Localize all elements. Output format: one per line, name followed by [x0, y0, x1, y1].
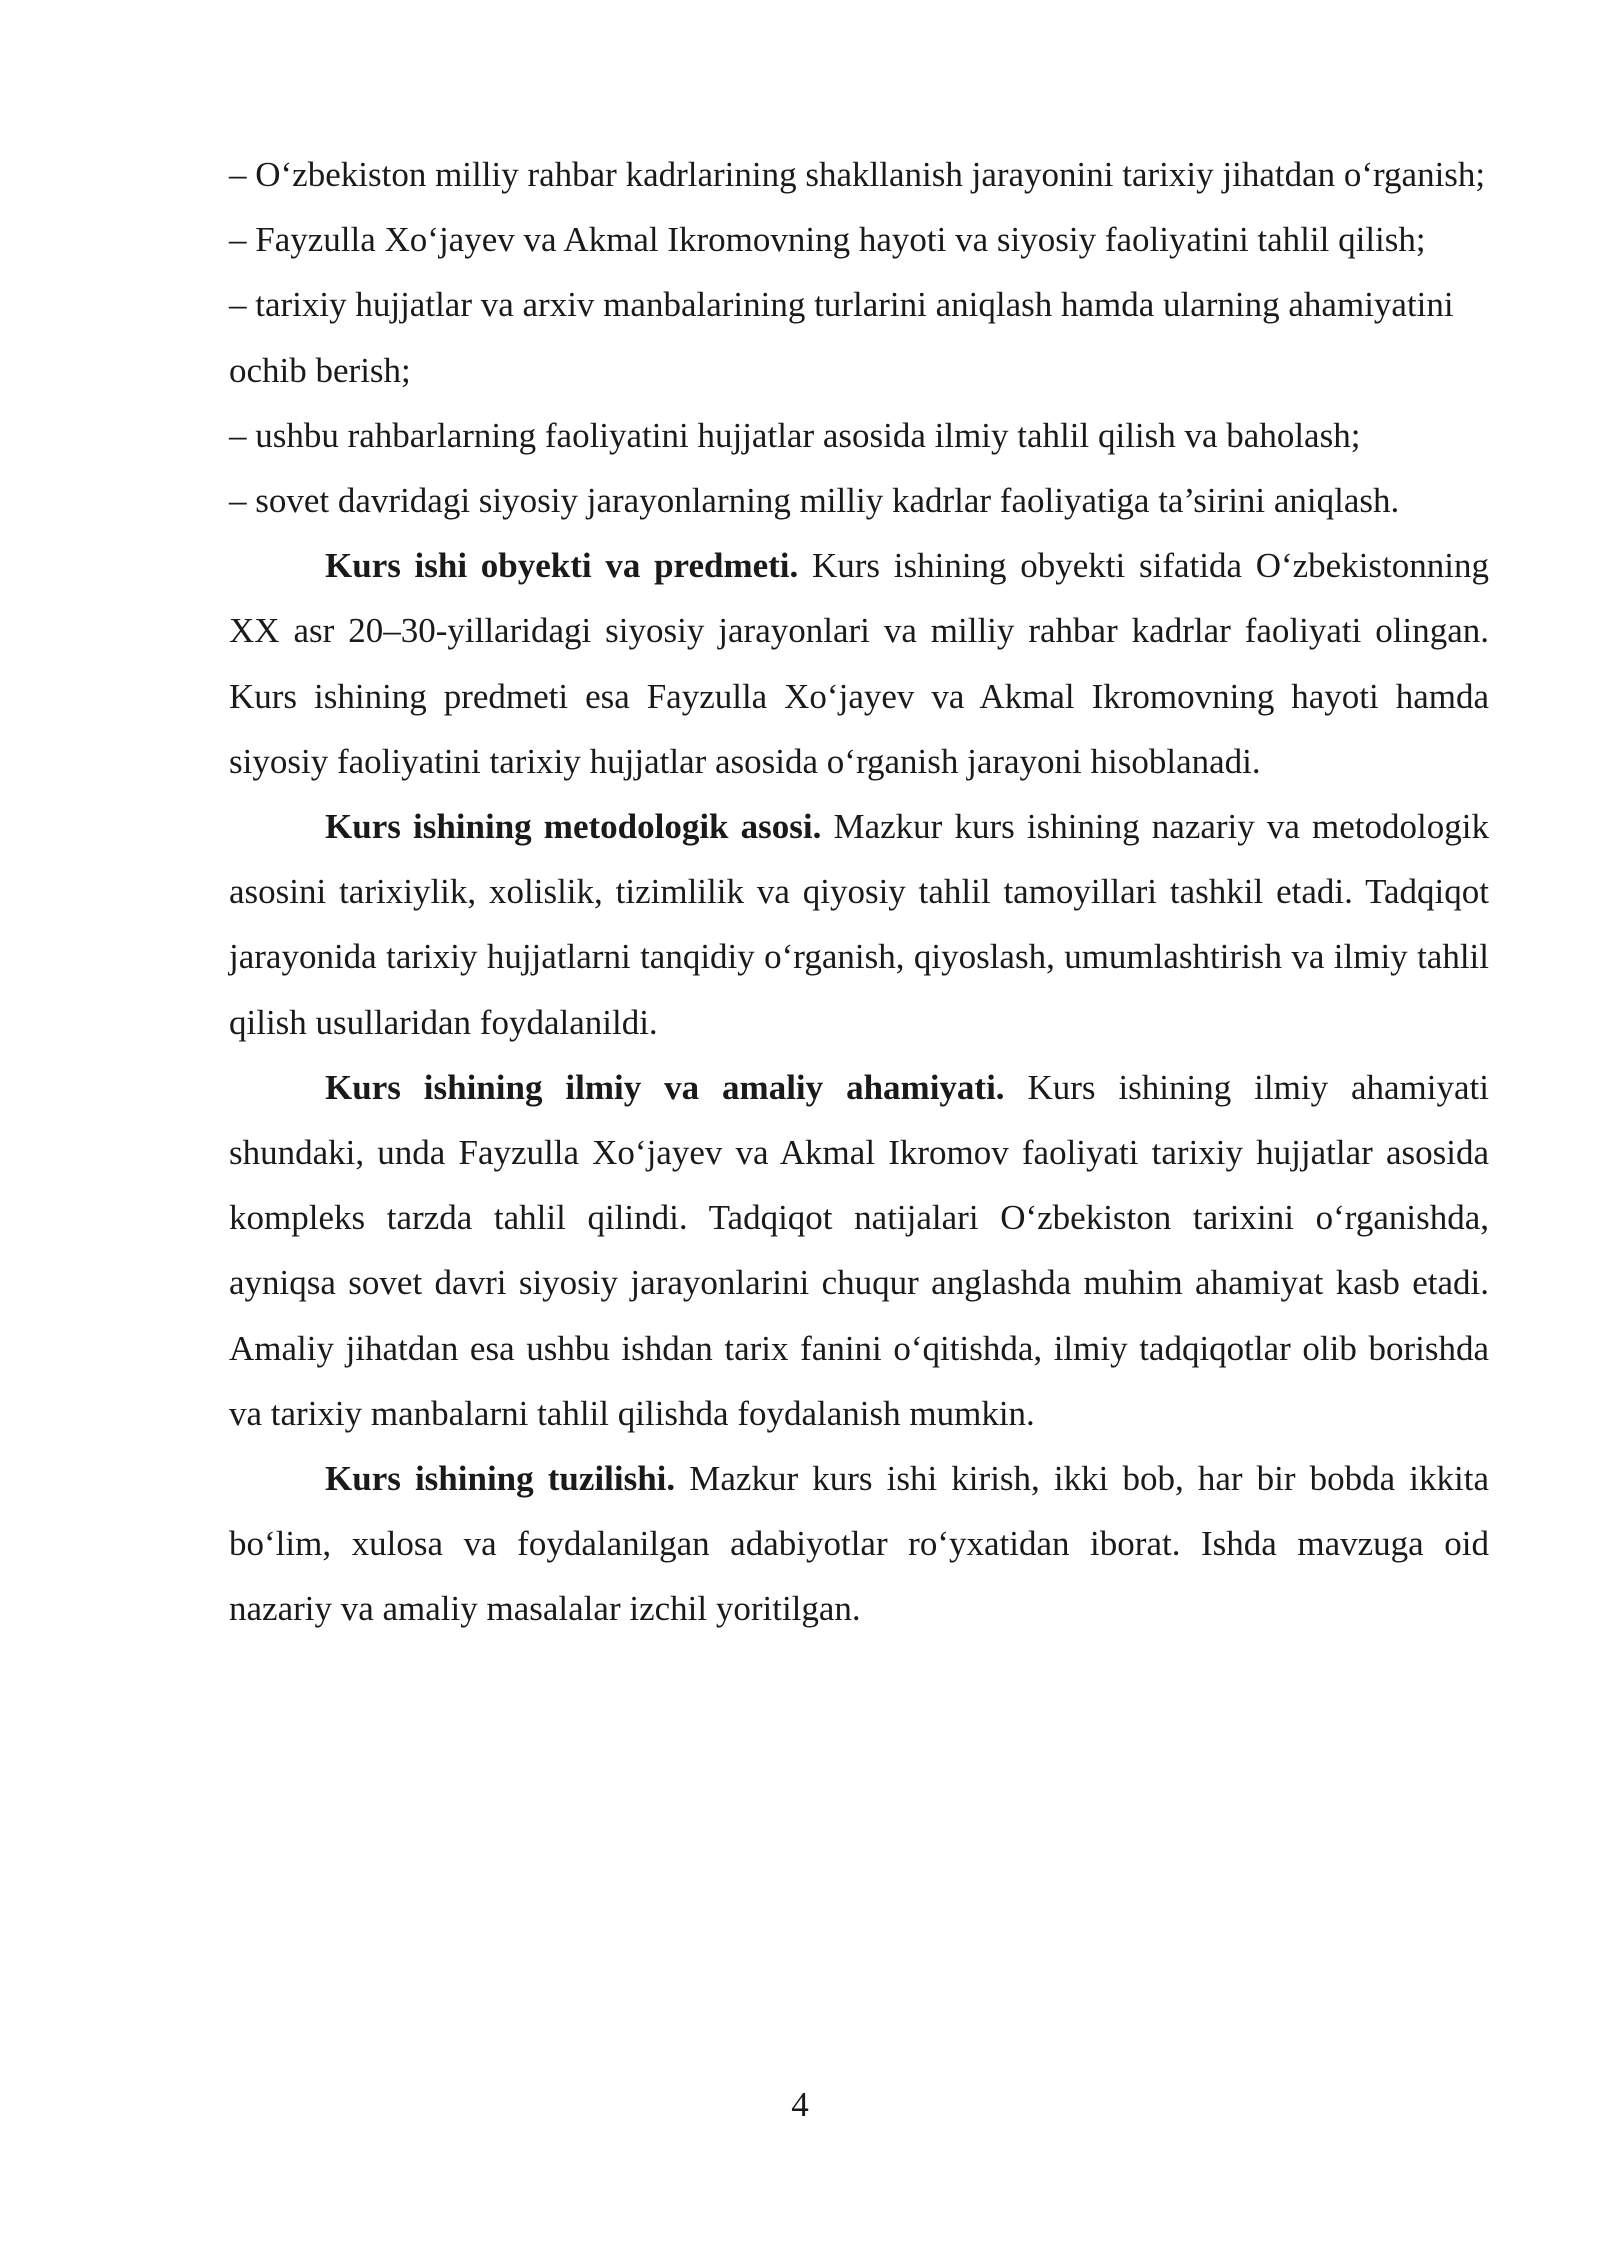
- page-number: 4: [791, 2085, 809, 2124]
- section-structure: [229, 1446, 1489, 1642]
- section-text: Kurs ishining ilmiy ahamiyati shundaki, unda Fayzulla Xo‘jayev va Akmal Ikromov faoliyati tarixiy hujjatlar asosida kompleks tarzda tahlil qilindi. Tadqiqot natijalari O‘zbekiston tarixini o‘rganishda, ayniqsa sovet davri siyosiy jarayonlarini chuqur anglashda muhim ahamiyat kasb etadi. Amaliy jihatdan esa ushbu ishdan tarix fanini o‘qitishda, ilmiy tadqiqotlar olib borishda va tarixiy manbalarni tahlil qilishda foydalanish mumkin.: [229, 1067, 1489, 1433]
- task-list-item: – tarixiy hujjatlar va arxiv manbalarining turlarini aniqlash hamda ularning ahamiyatini ochib berish;: [229, 285, 1454, 390]
- section-methodology: [229, 794, 1489, 1055]
- section-heading: Kurs ishining metodologik asosi.: [325, 807, 822, 847]
- task-list: [229, 142, 1489, 533]
- task-list-item: – sovet davridagi siyosiy jarayonlarning milliy kadrlar faoliyatiga ta’sirini aniqlash.: [229, 481, 1400, 521]
- section-object-subject: [229, 533, 1489, 794]
- section-heading: Kurs ishining ilmiy va amaliy ahamiyati.: [325, 1067, 1005, 1107]
- section-text: Mazkur kurs ishi kirish, ikki bob, har bir bobda ikkita bo‘lim, xulosa va foydalanilgan adabiyotlar ro‘yxatidan iborat. Ishda mavzuga oid nazariy va amaliy masalalar izchil yoritilgan.: [229, 1459, 1489, 1629]
- section-heading: Kurs ishi obyekti va predmeti.: [325, 546, 799, 586]
- task-list-item: – Fayzulla Xo‘jayev va Akmal Ikromovning hayoti va siyosiy faoliyatini tahlil qilish;: [229, 220, 1426, 260]
- section-heading: Kurs ishining tuzilishi.: [325, 1459, 676, 1499]
- task-list-item: – ushbu rahbarlarning faoliyatini hujjatlar asosida ilmiy tahlil qilish va baholash;: [229, 415, 1361, 455]
- section-text: Kurs ishining obyekti sifatida O‘zbekistonning XX asr 20–30-yillaridagi siyosiy jarayonlari va milliy rahbar kadrlar faoliyati olingan. Kurs ishining predmeti esa Fayzulla Xo‘jayev va Akmal Ikromovning hayoti hamda siyosiy faoliyatini tarixiy hujjatlar asosida o‘rganish jarayoni hisoblanadi.: [229, 546, 1489, 781]
- page-content: [229, 142, 1489, 1642]
- section-significance: [229, 1055, 1489, 1446]
- section-text: Mazkur kurs ishining nazariy va metodologik asosini tarixiylik, xolislik, tizimlilik va qiyosiy tahlil tamoyillari tashkil etadi. Tadqiqot jarayonida tarixiy hujjatlarni tanqidiy o‘rganish, qiyoslash, umumlashtirish va ilmiy tahlil qilish usullaridan foydalanildi.: [229, 807, 1489, 1042]
- task-list-item: – O‘zbekiston milliy rahbar kadrlarining shakllanish jarayonini tarixiy jihatdan o‘rganish;: [229, 155, 1486, 194]
